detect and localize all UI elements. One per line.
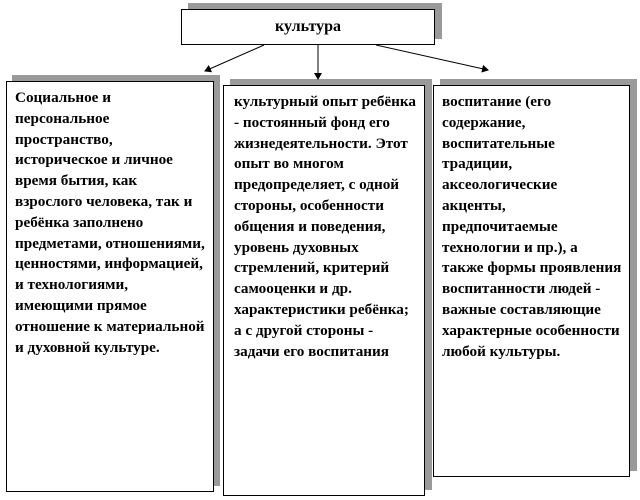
child-box-3 — [433, 85, 630, 477]
child-box-1 — [6, 81, 214, 492]
child-box-3-text: воспитание (его содержание, воспитательные традиции, аксеологические акценты, предпочитаемые технологии и пр.), а также формы проявления воспитанности людей - важные составляющие характерные особенности любой культуры. — [442, 93, 622, 360]
root-box — [181, 9, 435, 45]
connector-to-box-1 — [205, 45, 264, 71]
connector-to-box-3 — [376, 45, 488, 70]
child-box-1-text: Социальное и персональное пространство, историческое и личное время бытия, как взрослого человека, так и ребёнка заполнено предметами, отношениями, ценностями, информацией, и технологиями, имеющими прямое отношение к материальной и духовной культуре. — [15, 89, 205, 356]
root-label: культура — [275, 18, 341, 35]
child-box-2-text: культурный опыт ребёнка - постоянный фонд его жизнедеятельности. Этот опыт во многом предопределяет, с одной стороны, особенности общения и поведения, уровень духовных стремлений, критерий самооценки и др. характеристики ребёнка; а с другой стороны - задачи его воспитания — [234, 93, 417, 360]
child-box-2 — [223, 85, 425, 496]
